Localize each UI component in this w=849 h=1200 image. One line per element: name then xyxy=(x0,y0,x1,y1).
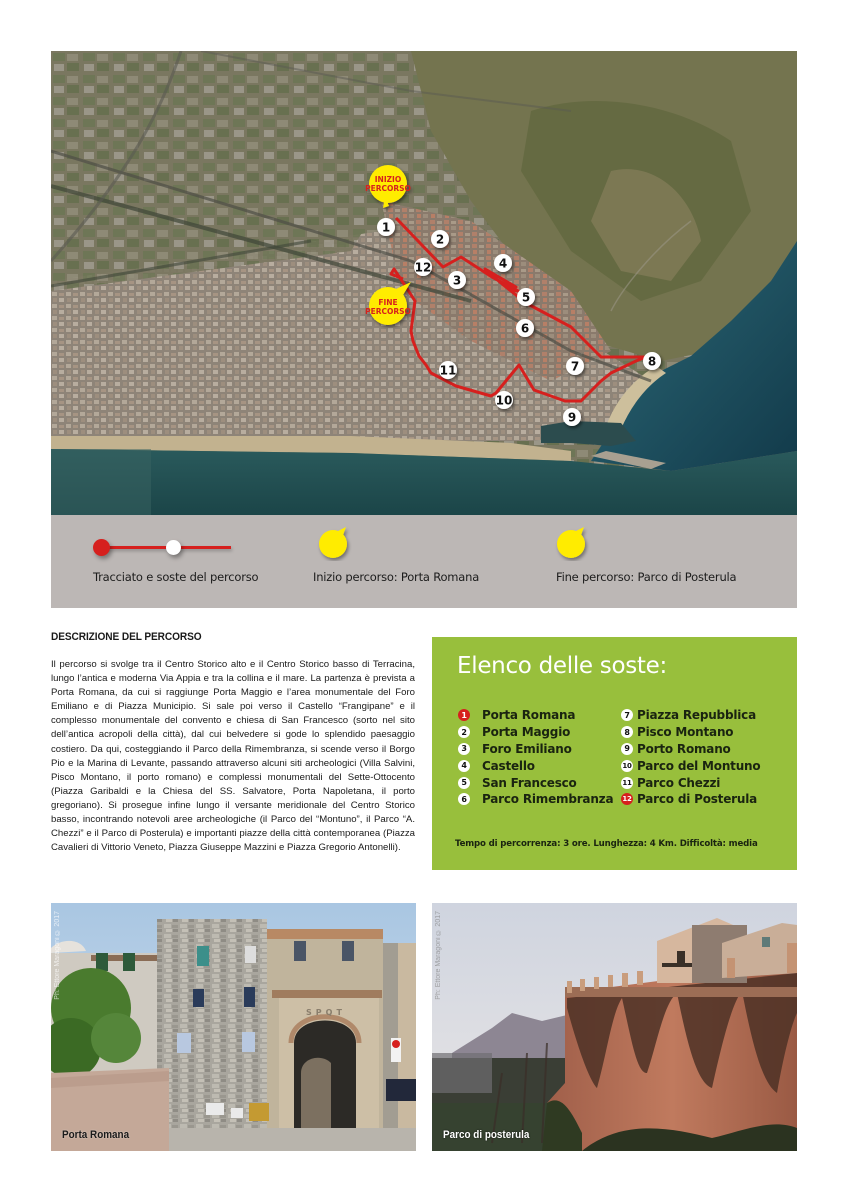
marker-number: 1 xyxy=(381,220,391,235)
route-info: Tempo di percorrenza: 3 ore. Lunghezza: 4 Km. Difficoltà: media xyxy=(455,839,758,849)
stop-name: Castello xyxy=(482,758,535,773)
legend-end xyxy=(553,515,793,608)
stop-item xyxy=(621,724,760,741)
marker-number: 12 xyxy=(414,260,432,275)
start-callout-line1: INIZIO xyxy=(374,175,402,184)
description-body: Il percorso si svolge tra il Centro Storico alto e il Centro Storico basso di Terracina, lungo l’antica e moderna Via Appia e tra la collina e il mare. La partenza è prevista a Porta Romana, da cui si raggiunge Porta Maggio e l’area monumentale del Foro Emiliano e di Piazza Municipio. Si sale poi verso il Castello “Frangipane” e il complesso monumentale del convento e chiesa di San Francesco (sorto nel sito dell’antica acropoli della città), dal cui belvedere si gode lo splendido paesaggio costiero. Da qui, costeggiando il Parco della Rimembranza, si scende verso il Borgo Pio e la Marina di Levante, passando attraverso alcuni siti archeologici (Villa Salvini, Pisco Montano, il porto romano) e complessi monumentali del Sette-Ottocento (Piazza Garibaldi e la Chiesa del SS. Salvatore, Porta Napoletana, il porto gregoriano). Si prosegue infine lungo il versante meridionale del Centro Storico basso, incontrando notevoli aree archeologiche (il Parco del “Montuno”, il Parco “A. Chezzi” e il Parco di Posterula) e importanti piazze della città contemporanea (Piazza Cavalieri di Vittorio Veneto, Piazza Giuseppe Mazzini e Piazza Gregorio Antonelli). xyxy=(51,659,415,854)
stop-item xyxy=(458,724,613,741)
stop-item xyxy=(458,791,613,808)
legend-start-label: Inizio percorso: Porta Romana xyxy=(313,570,480,584)
legend-start xyxy=(313,515,513,608)
photo-caption: Parco di posterula xyxy=(443,1129,530,1141)
route-start-dot-icon xyxy=(93,539,110,556)
stop-name: Parco del Montuno xyxy=(637,758,761,773)
stop-item xyxy=(458,741,613,758)
stop-item xyxy=(458,774,613,791)
marker-number: 4 xyxy=(498,256,508,271)
stop-item xyxy=(621,741,760,758)
marker-number: 3 xyxy=(452,273,462,288)
stop-item xyxy=(621,774,760,791)
satellite-map xyxy=(51,51,797,515)
stop-item xyxy=(621,707,760,724)
map-marker-7 xyxy=(566,357,584,375)
stop-number-icon: 9 xyxy=(621,743,633,755)
stop-name: Parco di Posterula xyxy=(637,792,758,807)
map-marker-11 xyxy=(439,361,457,379)
marker-number: 8 xyxy=(647,354,657,369)
marker-number: 5 xyxy=(521,290,531,305)
svg-text:SPQT: SPQT xyxy=(306,1008,346,1017)
marker-number: 9 xyxy=(567,410,577,425)
stop-name: San Francesco xyxy=(482,775,577,790)
stop-item xyxy=(621,791,760,808)
stops-list-left xyxy=(458,707,613,808)
stop-number-icon: 1 xyxy=(458,709,470,721)
route-map xyxy=(51,51,797,515)
start-callout-line2: PERCORSO xyxy=(365,184,411,193)
marker-number: 6 xyxy=(520,321,530,336)
map-marker-1 xyxy=(377,218,395,236)
map-marker-6 xyxy=(516,319,534,337)
stop-name: Foro Emiliano xyxy=(482,741,572,756)
stop-number-icon: 3 xyxy=(458,743,470,755)
stop-name: Porto Romano xyxy=(637,741,731,756)
map-marker-10 xyxy=(495,391,513,409)
map-marker-5 xyxy=(517,288,535,306)
stop-name: Piazza Repubblica xyxy=(637,708,756,723)
stops-box xyxy=(432,637,797,870)
end-bubble-icon xyxy=(554,525,590,561)
description-title: DESCRIZIONE DEL PERCORSO xyxy=(51,631,202,643)
stop-number-icon: 7 xyxy=(621,709,633,721)
route-stop-dot-icon xyxy=(166,540,181,555)
end-callout-line2: PERCORSO xyxy=(365,307,411,316)
route-description xyxy=(51,631,415,855)
stops-title: Elenco delle soste: xyxy=(457,653,667,679)
map-marker-4 xyxy=(494,254,512,272)
stop-item xyxy=(458,757,613,774)
photo-credit: Ph: Ettore Maragoni © 2017 xyxy=(54,911,61,1000)
map-legend xyxy=(51,515,797,608)
marker-number: 11 xyxy=(439,363,457,378)
legend-route xyxy=(51,515,301,608)
stop-item xyxy=(621,757,760,774)
legend-route-label: Tracciato e soste del percorso xyxy=(93,570,259,584)
end-callout-line1: FINE xyxy=(378,298,398,307)
marker-number: 10 xyxy=(495,393,513,408)
start-bubble-icon xyxy=(316,525,352,561)
photo-credit: Ph: Ettore Maragoni © 2017 xyxy=(435,911,442,1000)
stop-name: Parco Rimembranza xyxy=(482,792,614,807)
map-marker-2 xyxy=(431,230,449,248)
marker-number: 2 xyxy=(435,232,445,247)
stop-number-icon: 8 xyxy=(621,726,633,738)
parco-posterula-image xyxy=(432,903,797,1151)
porta-romana-image xyxy=(51,903,416,1151)
stop-number-icon: 11 xyxy=(622,778,632,787)
stop-name: Parco Chezzi xyxy=(637,775,721,790)
legend-end-label: Fine percorso: Parco di Posterula xyxy=(556,570,737,584)
stop-number-icon: 12 xyxy=(622,795,632,804)
stop-item xyxy=(458,707,613,724)
map-marker-9 xyxy=(563,408,581,426)
stop-number-icon: 2 xyxy=(458,726,470,738)
stop-name: Porta Maggio xyxy=(482,725,571,740)
marker-number: 7 xyxy=(570,359,580,374)
stop-number-icon: 5 xyxy=(458,777,470,789)
stops-list-right xyxy=(621,707,760,808)
stop-number-icon: 10 xyxy=(622,761,632,770)
map-marker-8 xyxy=(643,352,661,370)
stop-name: Pisco Montano xyxy=(637,725,734,740)
stop-number-icon: 6 xyxy=(458,793,470,805)
map-marker-12 xyxy=(414,258,432,276)
stop-name: Porta Romana xyxy=(482,708,576,723)
photo-parco-posterula xyxy=(432,903,797,1151)
map-marker-3 xyxy=(448,271,466,289)
photo-caption: Porta Romana xyxy=(62,1129,130,1141)
stop-number-icon: 4 xyxy=(458,760,470,772)
photo-porta-romana xyxy=(51,903,416,1151)
